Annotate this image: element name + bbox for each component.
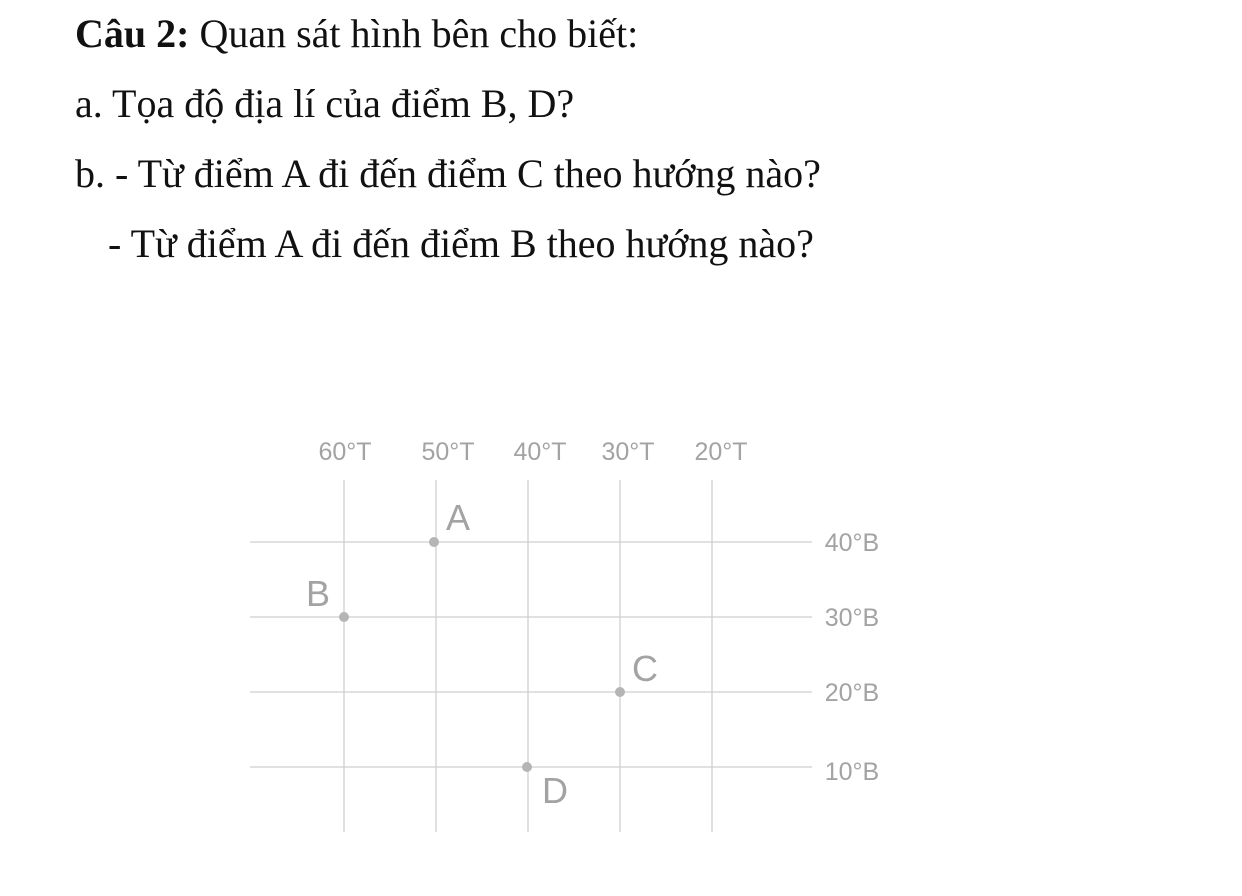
longitude-label: 40°T — [513, 438, 567, 466]
longitude-label: 60°T — [318, 438, 372, 466]
longitude-label: 20°T — [694, 438, 748, 466]
point-d-marker — [522, 762, 532, 772]
point-a-label: A — [445, 497, 471, 538]
question-prompt: Quan sát hình bên cho biết: — [189, 11, 639, 56]
point-c-marker — [615, 687, 625, 697]
point-c-label: C — [632, 648, 658, 689]
question-part-b-1: b. - Từ điểm A đi đến điểm C theo hướng nào? — [75, 151, 821, 196]
point-b-marker — [339, 612, 349, 622]
point-d-label: D — [542, 770, 568, 811]
latitude-label: 30°B — [824, 604, 880, 632]
latitude-label: 10°B — [824, 758, 880, 786]
longitude-label: 30°T — [601, 438, 655, 466]
question-part-a: a. Tọa độ địa lí của điểm B, D? — [75, 81, 575, 126]
latitude-label: 20°B — [824, 679, 880, 707]
point-a-marker — [429, 537, 439, 547]
question-label: Câu 2: — [75, 11, 190, 56]
longitude-label: 50°T — [421, 438, 475, 466]
latitude-label: 40°B — [824, 529, 880, 557]
question-part-b-2: - Từ điểm A đi đến điểm B theo hướng nào? — [108, 221, 814, 266]
point-b-label: B — [305, 573, 331, 614]
